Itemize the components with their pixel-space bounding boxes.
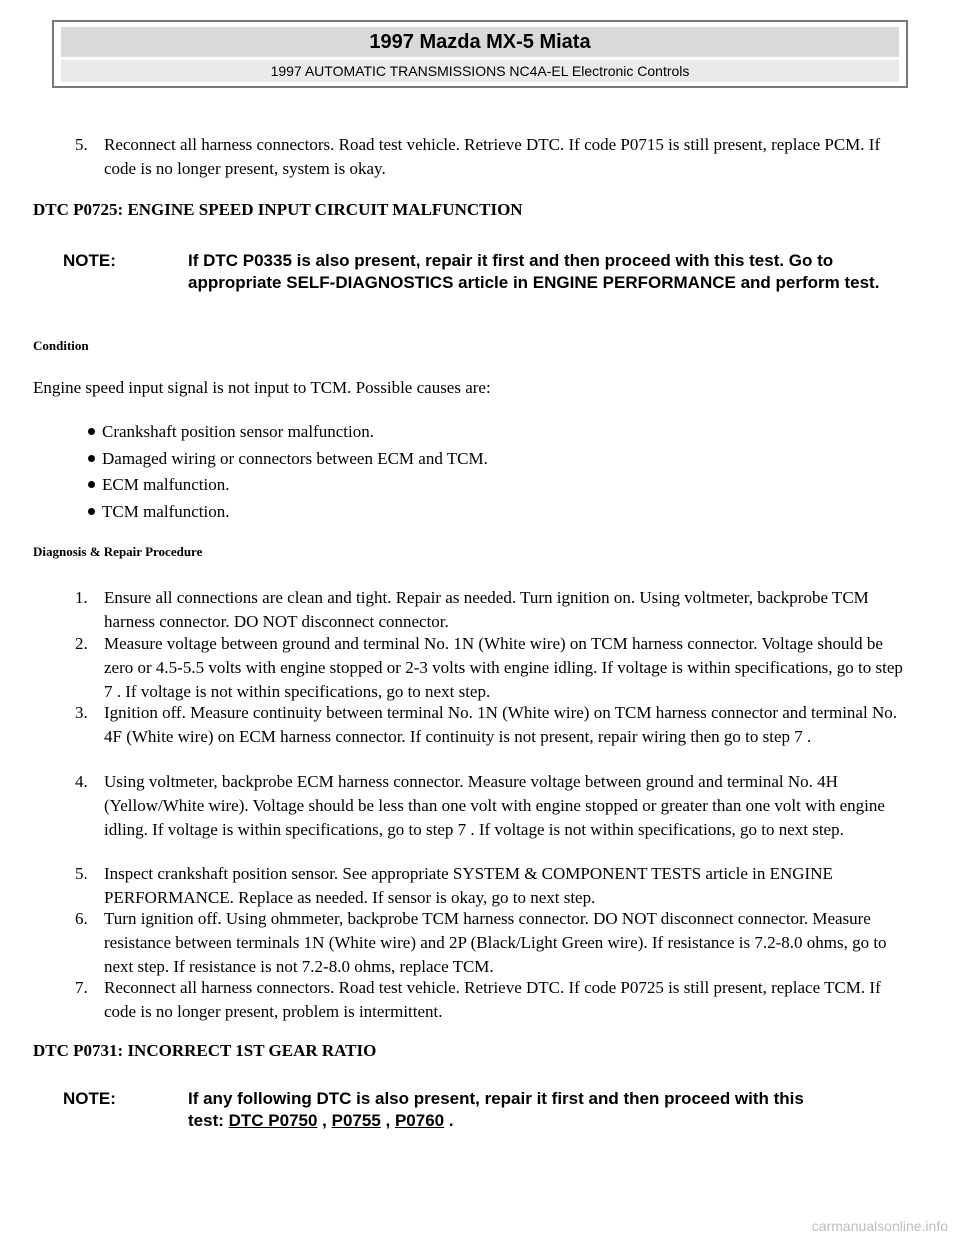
step-number: 5. — [75, 864, 88, 883]
watermark: carmanualsonline.info — [811, 1218, 948, 1234]
cause-item — [88, 473, 229, 497]
section-heading-p0731: DTC P0731: INCORRECT 1ST GEAR RATIO — [33, 1041, 377, 1060]
note-end: . — [444, 1111, 454, 1130]
cause-item — [88, 420, 374, 444]
separator: , — [380, 1111, 395, 1130]
step-text: Using voltmeter, backprobe ECM harness connector. Measure voltage between ground and terminal No. 4H (Yellow/White wire). Voltage should be less than one volt with engine stopped or greater than one volt with engine idling. If voltage is within specifications, go to step 7 . If voltage is not within specifications, go to next step. — [104, 772, 885, 839]
cause-text: ECM malfunction. — [102, 475, 230, 494]
cause-text: Damaged wiring or connectors between ECM and TCM. — [102, 449, 488, 468]
section-heading-p0725: DTC P0725: ENGINE SPEED INPUT CIRCUIT MALFUNCTION — [33, 200, 523, 219]
step-number: 5. — [75, 135, 88, 154]
step-text: Reconnect all harness connectors. Road test vehicle. Retrieve DTC. If code P0725 is still present, replace TCM. If code is no longer present, problem is intermittent. — [104, 978, 881, 1021]
step-number: 6. — [75, 909, 88, 928]
note-label: NOTE: — [63, 251, 116, 270]
step-number: 4. — [75, 772, 88, 791]
procedure-heading: Diagnosis & Repair Procedure — [33, 544, 203, 559]
manual-title: 1997 Mazda MX-5 Miata — [61, 27, 899, 57]
link-dtc-p0750[interactable]: DTC P0750 — [228, 1111, 318, 1130]
step-text: Reconnect all harness connectors. Road test vehicle. Retrieve DTC. If code P0715 is still present, replace PCM. If code is no longer present, system is okay. — [104, 135, 881, 178]
note-text: If DTC P0335 is also present, repair it first and then proceed with this test. Go to appropriate SELF-DIAGNOSTICS article in ENGINE PERFORMANCE and perform test. — [188, 251, 880, 292]
cause-item — [88, 500, 229, 524]
separator: , — [317, 1111, 332, 1130]
step-text: Ignition off. Measure continuity between terminal No. 1N (White wire) on TCM harness connector and terminal No. 4F (White wire) on ECM harness connector. If continuity is not present, repair wiring then go to step 7 . — [104, 703, 897, 746]
bullet-icon — [88, 428, 95, 435]
note-label: NOTE: — [63, 1089, 116, 1108]
step-number: 2. — [75, 634, 88, 653]
note-text-line: If any following DTC is also present, repair it first and then proceed with this — [188, 1089, 804, 1108]
cause-text: Crankshaft position sensor malfunction. — [102, 422, 374, 441]
step-number: 3. — [75, 703, 88, 722]
step-text: Measure voltage between ground and terminal No. 1N (White wire) on TCM harness connector. Voltage should be zero or 4.5-5.5 volts with engine stopped or 2-3 volts with engine idling. If voltage is within specifications, go to step 7 . If voltage is not within specifications, go to next step. — [104, 634, 903, 701]
condition-text: Engine speed input signal is not input to TCM. Possible causes are: — [33, 378, 491, 397]
note-text-prefix: test: — [188, 1111, 229, 1130]
bullet-icon — [88, 481, 95, 488]
step-text: Ensure all connections are clean and tight. Repair as needed. Turn ignition on. Using voltmeter, backprobe TCM harness connector. DO NOT disconnect connector. — [104, 588, 869, 631]
cause-text: TCM malfunction. — [102, 502, 230, 521]
bullet-icon — [88, 508, 95, 515]
step-number: 1. — [75, 588, 88, 607]
step-text: Turn ignition off. Using ohmmeter, backprobe TCM harness connector. DO NOT disconnect connector. Measure resistance between terminals 1N (White wire) and 2P (Black/Light Green wire). If resistance is 7.2-8.0 ohms, go to next step. If resistance is not 7.2-8.0 ohms, replace TCM. — [104, 909, 887, 976]
note-box — [33, 1088, 913, 1136]
page-header — [52, 20, 908, 88]
note-text — [188, 1088, 918, 1132]
link-p0760[interactable]: P0760 — [394, 1111, 445, 1130]
link-p0755[interactable]: P0755 — [331, 1111, 381, 1130]
condition-heading: Condition — [33, 338, 89, 353]
step-number: 7. — [75, 978, 88, 997]
cause-item — [88, 447, 488, 471]
bullet-icon — [88, 455, 95, 462]
note-box — [33, 250, 913, 320]
manual-section-title: 1997 AUTOMATIC TRANSMISSIONS NC4A-EL Electronic Controls — [61, 60, 899, 82]
step-text: Inspect crankshaft position sensor. See appropriate SYSTEM & COMPONENT TESTS article in ENGINE PERFORMANCE. Replace as needed. If sensor is okay, go to next step. — [104, 864, 833, 907]
